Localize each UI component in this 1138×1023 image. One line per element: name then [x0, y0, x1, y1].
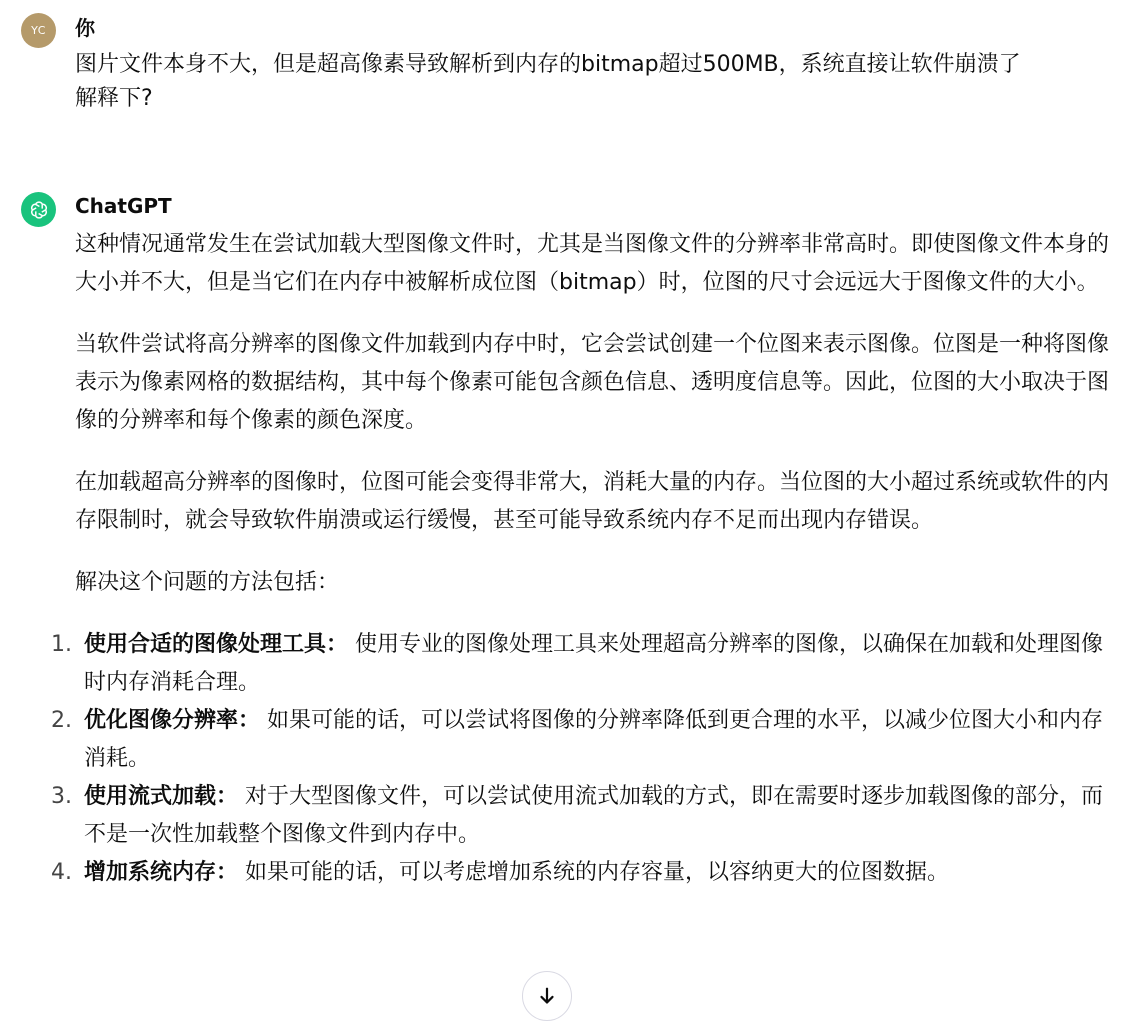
list-item [51, 854, 1115, 892]
list-item-title: 使用流式加载： [84, 784, 239, 809]
list-item [51, 702, 1115, 778]
user-avatar [21, 13, 56, 48]
user-message-line: 图片文件本身不大，但是超高像素导致解析到内存的bitmap超过500MB，系统直接让软件崩溃了 [75, 52, 1021, 77]
assistant-paragraph: 这种情况通常发生在尝试加载大型图像文件时，尤其是当图像文件的分辨率非常高时。即使图像文件本身的大小并不大，但是当它们在内存中被解析成位图（bitmap）时，位图的尺寸会远远大于图像文件的大小。 [75, 232, 1110, 295]
list-item-text: 如果可能的话，可以考虑增加系统的内存容量，以容纳更大的位图数据。 [238, 860, 950, 885]
list-item-number: 1. [51, 632, 72, 657]
list-item-text: 对于大型图像文件，可以尝试使用流式加载的方式，即在需要时逐步加载图像的部分，而不是一次性加载整个图像文件到内存中。 [84, 784, 1104, 847]
list-item [51, 778, 1115, 854]
list-item-number: 2. [51, 708, 72, 733]
openai-logo-icon [28, 199, 50, 221]
arrow-down-icon [536, 985, 558, 1007]
user-message-line: 解释下? [75, 86, 153, 111]
scroll-to-bottom-button[interactable] [522, 971, 572, 1021]
assistant-paragraph: 解决这个问题的方法包括： [75, 570, 340, 595]
list-item-title: 优化图像分辨率： [84, 708, 261, 733]
list-item-title: 增加系统内存： [84, 860, 239, 885]
list-item [51, 626, 1115, 702]
list-item-number: 4. [51, 860, 72, 885]
assistant-message-text [51, 226, 1115, 892]
list-item-title: 使用合适的图像处理工具： [84, 632, 349, 657]
chatgpt-avatar [21, 192, 56, 227]
user-avatar-initials: YC [31, 24, 46, 37]
assistant-author-name: ChatGPT [75, 194, 172, 218]
user-author-name: 你 [75, 16, 95, 40]
list-item-text: 使用专业的图像处理工具来处理超高分辨率的图像，以确保在加载和处理图像时内存消耗合理。 [84, 632, 1104, 695]
list-item-text: 如果可能的话，可以尝试将图像的分辨率降低到更合理的水平，以减少位图大小和内存消耗。 [84, 708, 1104, 771]
assistant-paragraph: 在加载超高分辨率的图像时，位图可能会变得非常大，消耗大量的内存。当位图的大小超过系统或软件的内存限制时，就会导致软件崩溃或运行缓慢，甚至可能导致系统内存不足而出现内存错误。 [75, 470, 1110, 533]
assistant-paragraph: 当软件尝试将高分辨率的图像文件加载到内存中时，它会尝试创建一个位图来表示图像。位图是一种将图像表示为像素网格的数据结构，其中每个像素可能包含颜色信息、透明度信息等。因此，位图的大小取决于图像的分辨率和每个像素的颜色深度。 [75, 332, 1110, 433]
user-message-text [75, 48, 1115, 116]
list-item-number: 3. [51, 784, 72, 809]
solutions-list [51, 626, 1115, 892]
